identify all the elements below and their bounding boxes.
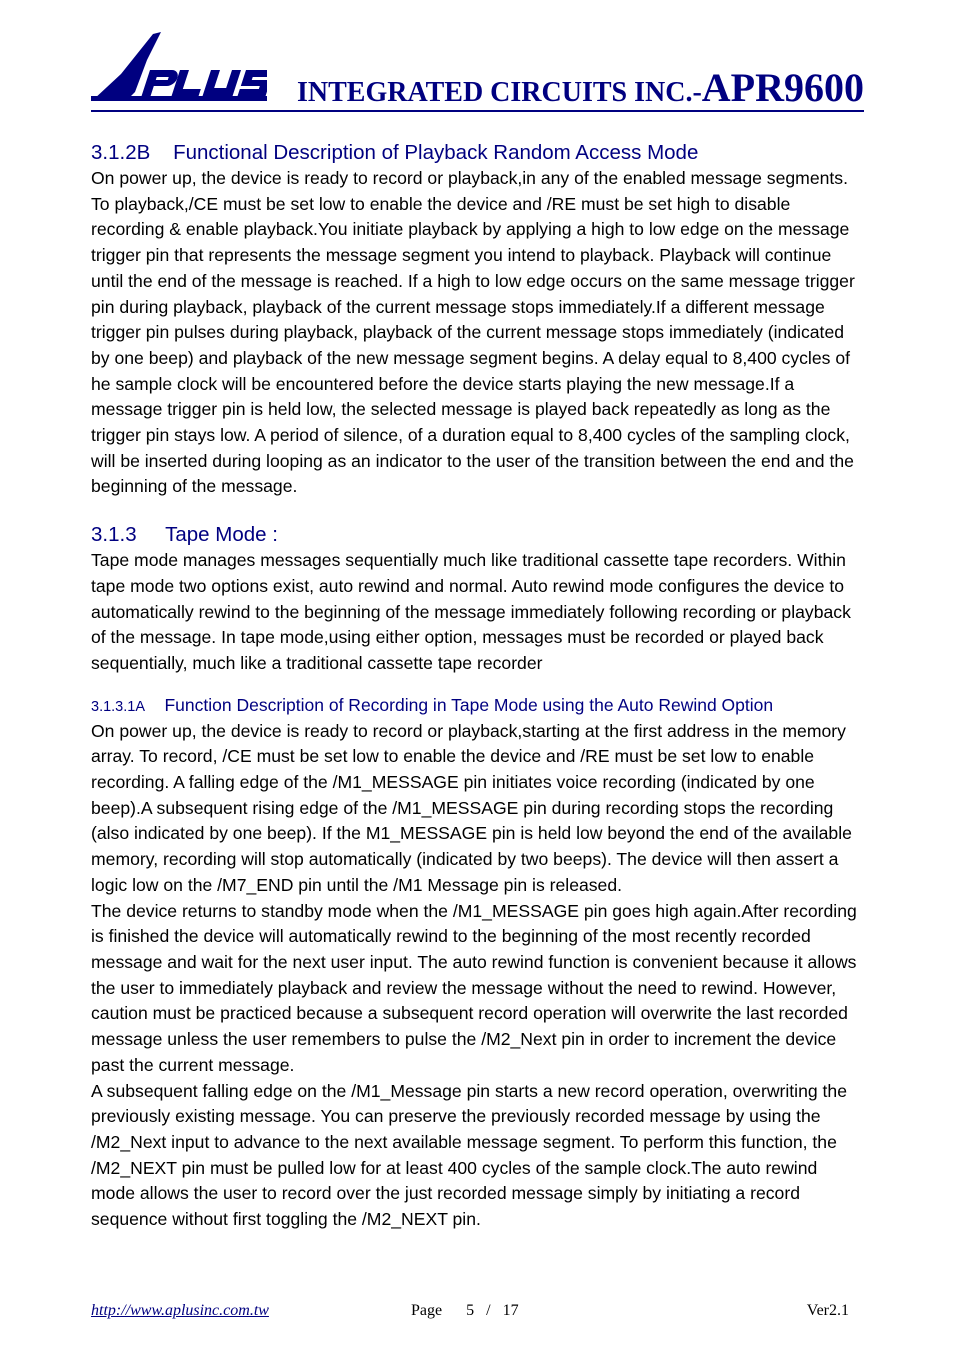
- header-underline: [91, 110, 864, 112]
- paragraph: On power up, the device is ready to record or playback,in any of the enabled message segments. To playback,/CE must be set low to enable the device and /RE must be set high to disable recording & enable playback.You initiate playback by applying a high to low edge on the message trigger pin that represents the message segment you intend to playback. Playback will continue until the end of the message is reached. If a high to low edge occurs on the same message trigger pin during playback, playback of the current message stops immediately.If a different message trigger pin pulses during playback, playback of the current message stops immediately (indicated by one beep) and playback of the new message segment begins. A delay equal to 8,400 cycles of he sample clock will be encountered before the device starts playing the new message.If a message trigger pin is held low, the selected message is played back repeatedly as long as the trigger pin stays low. A period of silence, of a duration equal to 8,400 cycles of the sampling clock, will be inserted during looping as an indicator to the user of the transition between the end and the beginning of the message.: [91, 168, 855, 497]
- company-name: INTEGRATED CIRCUITS INC.-: [297, 77, 702, 108]
- section-title: Function Description of Recording in Tape Mode using the Auto Rewind Option: [164, 694, 774, 715]
- document-body: [91, 140, 866, 1233]
- version-label: Ver2.1: [806, 1302, 849, 1319]
- section-number: 3.1.3: [91, 523, 137, 547]
- paragraph: On power up, the device is ready to record or playback,starting at the first address in the memory array. To record, /CE must be set low to enable the device and /RE must be set low to enable recording. A falling edge of the /M1_MESSAGE pin initiates voice recording (indicated by one beep).A subsequent rising edge of the /M1_MESSAGE pin during recording stops the recording (also indicated by one beep). If the M1_MESSAGE pin is held low beyond the end of the available memory, recording will stop automatically (indicated by two beeps). The device will then assert a logic low on the /M7_END pin until the /M1 Message pin is released.: [91, 720, 852, 895]
- section-title: Tape Mode :: [165, 523, 278, 547]
- section-heading-3-1-3: [91, 522, 866, 548]
- page-label: Page: [411, 1302, 443, 1319]
- page-header: [91, 30, 864, 108]
- paragraph: A subsequent falling edge on the /M1_Message pin starts a new record operation, overwriting the previously existing message. You can preserve the previously recorded message by using the /M2_Next input to advance to the next available message segment. To perform this function, the /M2_NEXT pin must be pulled low for at least 400 cycles of the sample clock.The auto rewind mode allows the user to record over the just recorded message simply by initiating a record sequence without first toggling the /M2_NEXT pin.: [91, 1080, 848, 1230]
- section-number: 3.1.3.1A: [91, 698, 146, 715]
- page-separator: /: [486, 1302, 491, 1319]
- page-footer: [91, 1302, 849, 1324]
- section-heading-3-1-3-1a: [91, 693, 866, 719]
- header-title: [297, 65, 864, 110]
- paragraph: The device returns to standby mode when the /M1_MESSAGE pin goes high again.After recording is finished the device will automatically rewind to the beginning of the most recently recorded message and wait for the next user input. The auto rewind function is convenient because it allows the user to immediately playback and review the message without the need to rewind. However, caution must be practiced because a subsequent record operation will overwrite the last recorded message unless the user remembers to pulse the /M2_Next pin in order to increment the device past the current message.: [91, 900, 857, 1075]
- page-current: 5: [466, 1302, 475, 1319]
- website-link[interactable]: http://www.aplusinc.com.tw: [91, 1302, 269, 1319]
- section-title: Functional Description of Playback Random Access Mode: [173, 141, 699, 164]
- paragraph: Tape mode manages messages sequentially much like traditional cassette tape recorders. Within tape mode two options exist, auto rewind and normal. Auto rewind mode configures the device to automatically rewind to the beginning of the message immediately following recording or playback of the message. In tape mode,using either option, messages must be recorded or played back sequentially, much like a traditional cassette tape recorder: [91, 550, 851, 673]
- page-indicator: [411, 1302, 519, 1320]
- section-heading-3-1-2b: [91, 140, 866, 166]
- section-number: 3.1.2B: [91, 141, 151, 164]
- page-total: 17: [502, 1302, 519, 1319]
- product-name: APR9600: [701, 65, 864, 110]
- aplus-logo: [91, 30, 267, 104]
